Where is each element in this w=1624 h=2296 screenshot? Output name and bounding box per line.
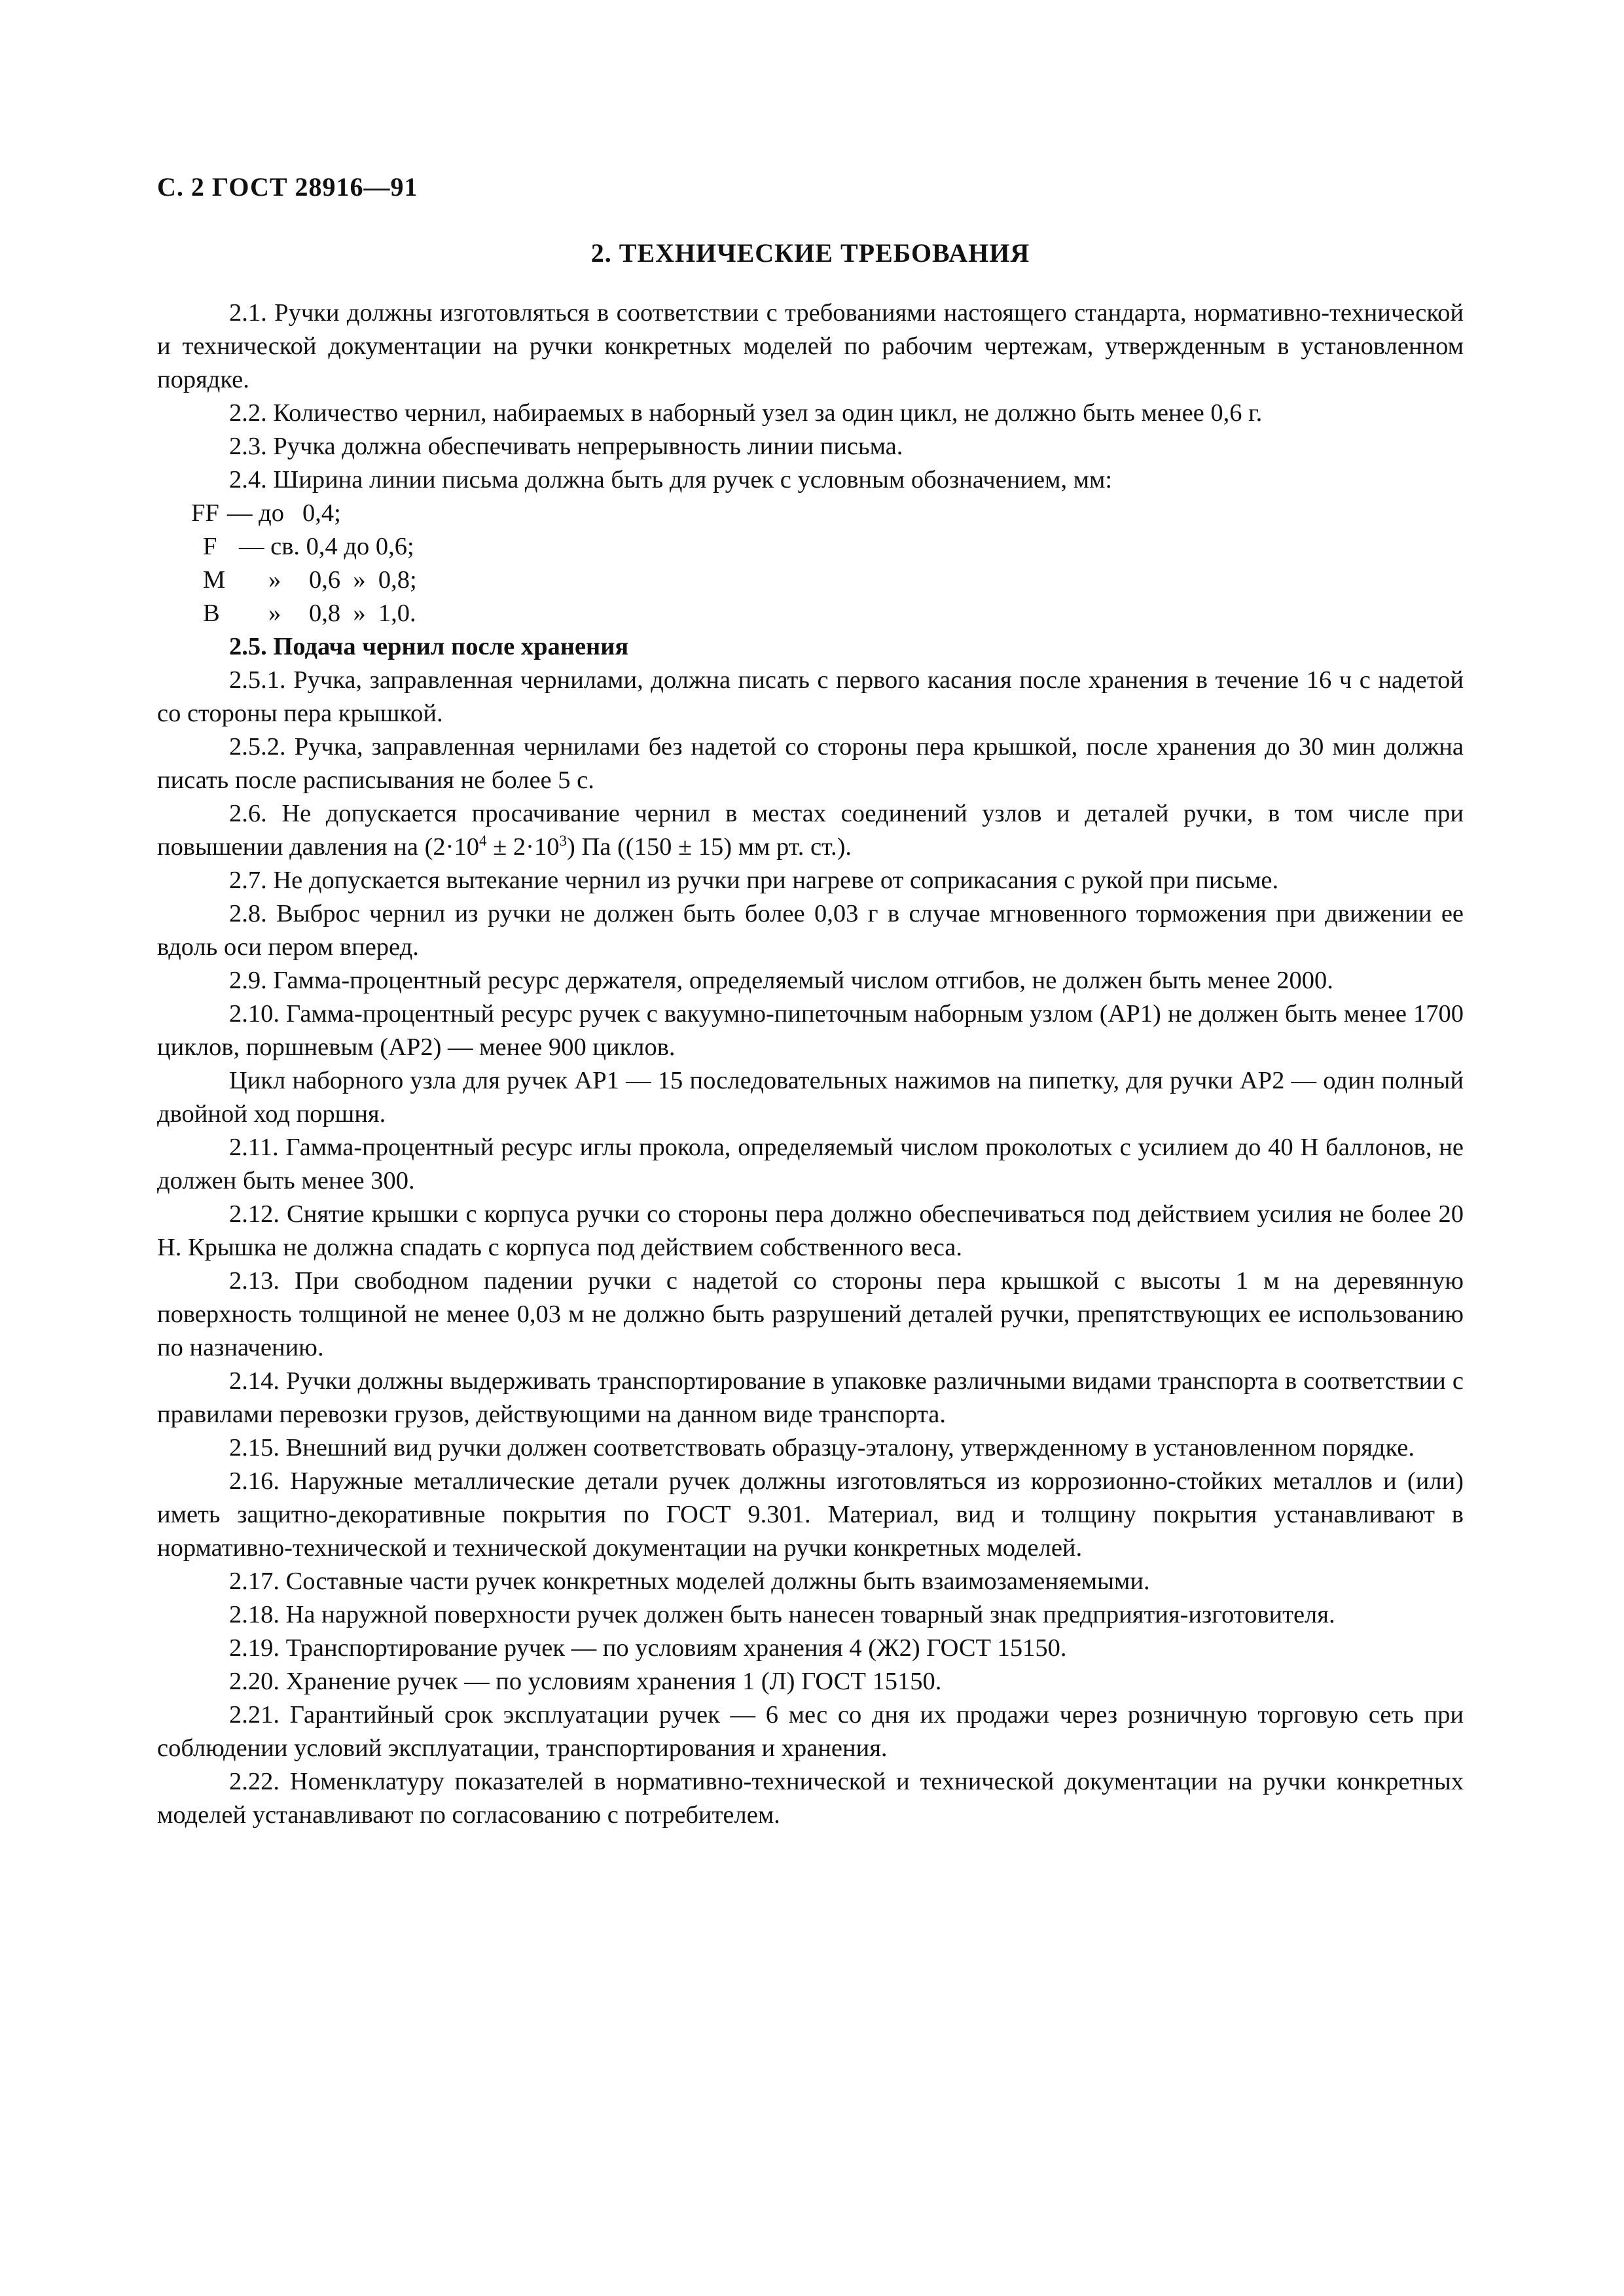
paragraph-2-12: 2.12. Снятие крышки с корпуса ручки со стороны пера должно обеспечиваться под действием усилия не более 20 Н. Крышка не должна спадать с корпуса под действием собственного веса. [157,1200,1464,1261]
paragraph-2-2: 2.2. Количество чернил, набираемых в наборный узел за один цикл, не должно быть менее 0,6 г. [229,399,1263,427]
list-item [157,564,1464,597]
list-item-code: M [203,566,226,594]
paragraph-2-7: 2.7. Не допускается вытекание чернил из ручки при нагреве от соприкасания с рукой при письме. [229,867,1279,894]
paragraph-2-20: 2.20. Хранение ручек — по условиям хранения 1 (Л) ГОСТ 15150. [229,1668,942,1695]
list-item-range: » [268,600,281,627]
text-run: ± 2·10 [486,833,560,861]
section-title: 2. ТЕХНИЧЕСКИЕ ТРЕБОВАНИЯ [590,238,1030,268]
superscript: 3 [559,832,568,850]
line-width-list [157,497,1464,630]
paragraph-2-22: 2.22. Номенклатуру показателей в нормативно-технической и технической документации на ручки конкретных моделей устанавливают по согласованию с потребителем. [157,1768,1464,1829]
paragraph-2-11: 2.11. Гамма-процентный ресурс иглы прокола, определяемый числом проколотых с усилием до 40 Н баллонов, не должен быть менее 300. [157,1134,1464,1194]
list-item-range: — св. 0,4 до 0,6; [239,533,414,560]
paragraph-2-1: 2.1. Ручки должны изготовляться в соответствии с требованиями настоящего стандарта, нормативно-технической и технической документации на ручки конкретных моделей по рабочим чертежам, утвержденным в установленном порядке. [157,299,1464,393]
superscript: 4 [478,832,487,850]
list-item-range: » [268,566,281,594]
paragraph-2-13: 2.13. При свободном падении ручки с надетой со стороны пера крышкой с высоты 1 м на деревянную поверхность толщиной не менее 0,03 м не должно быть разрушений деталей ручки, препятствующих ее использованию по назначению. [157,1267,1464,1361]
document-page [157,0,1464,2296]
paragraph-2-10: 2.10. Гамма-процентный ресурс ручек с вакуумно-пипеточным наборным узлом (АР1) не должен быть менее 1700 циклов, поршневым (АР2) — менее 900 циклов. [157,1000,1464,1061]
text-run: ) Па ((150 ± 15) мм рт. ст.). [567,833,852,861]
paragraph-2-9: 2.9. Гамма-процентный ресурс держателя, определяемый числом отгибов, не должен быть менее 2000. [229,967,1333,994]
list-item-code: B [203,600,220,627]
text-run: 2.6. Не допускается просачивание чернил в местах соединений узлов и деталей ручки, в том числе при повышении давления на (2·10 [157,800,1464,861]
paragraph-2-5-1: 2.5.1. Ручка, заправленная чернилами, должна писать с первого касания после хранения в течение 16 ч с надетой со стороны пера крышкой. [157,666,1464,727]
section-body [157,296,1464,1832]
list-item-value: 0,4; [302,499,341,527]
paragraph-2-17: 2.17. Составные части ручек конкретных моделей должны быть взаимозаменяемыми. [229,1568,1150,1595]
list-item-code: F [203,533,217,560]
paragraph-2-8: 2.8. Выброс чернил из ручки не должен быть более 0,03 г в случае мгновенного торможения при движении ее вдоль оси пером вперед. [157,900,1464,961]
subsection-2-5-title: 2.5. Подача чернил после хранения [229,633,629,660]
list-item [157,530,1464,564]
list-item-range: — до [227,499,284,527]
page-header: С. 2 ГОСТ 28916—91 [157,172,418,202]
paragraph-2-21: 2.21. Гарантийный срок эксплуатации ручек — 6 мес со дня их продажи через розничную торговую сеть при соблюдении условий эксплуатации, транспортирования и хранения. [157,1701,1464,1762]
list-item-value: 0,6 » 0,8; [309,566,417,594]
paragraph-2-6 [157,797,1464,864]
paragraph-2-15: 2.15. Внешний вид ручки должен соответствовать образцу-эталону, утвержденному в установленном порядке. [229,1434,1415,1462]
paragraph-2-3: 2.3. Ручка должна обеспечивать непрерывность линии письма. [229,433,903,460]
paragraph-2-10-cycle: Цикл наборного узла для ручек АР1 — 15 последовательных нажимов на пипетку, для ручки АР2 — один полный двойной ход поршня. [157,1067,1464,1128]
list-item-code: FF [191,499,219,527]
paragraph-2-16: 2.16. Наружные металлические детали ручек должны изготовляться из коррозионно-стойких металлов и (или) иметь защитно-декоративные покрытия по ГОСТ 9.301. Материал, вид и толщину покрытия устанавливают в нормативно-технической и технической документации на ручки конкретных моделей. [157,1467,1464,1562]
paragraph-2-18: 2.18. На наружной поверхности ручек должен быть нанесен товарный знак предприятия-изготовителя. [229,1601,1335,1628]
list-item [157,597,1464,630]
paragraph-2-14: 2.14. Ручки должны выдерживать транспортирование в упаковке различными видами транспорта в соответствии с правилами перевозки грузов, действующими на данном виде транспорта. [157,1367,1464,1428]
paragraph-2-4: 2.4. Ширина линии письма должна быть для ручек с условным обозначением, мм: [229,466,1113,493]
list-item-value: 0,8 » 1,0. [309,600,416,627]
list-item [157,497,1464,530]
paragraph-2-19: 2.19. Транспортирование ручек — по условиям хранения 4 (Ж2) ГОСТ 15150. [229,1634,1067,1662]
paragraph-2-5-2: 2.5.2. Ручка, заправленная чернилами без надетой со стороны пера крышкой, после хранения до 30 мин должна писать после расписывания не более 5 с. [157,733,1464,794]
